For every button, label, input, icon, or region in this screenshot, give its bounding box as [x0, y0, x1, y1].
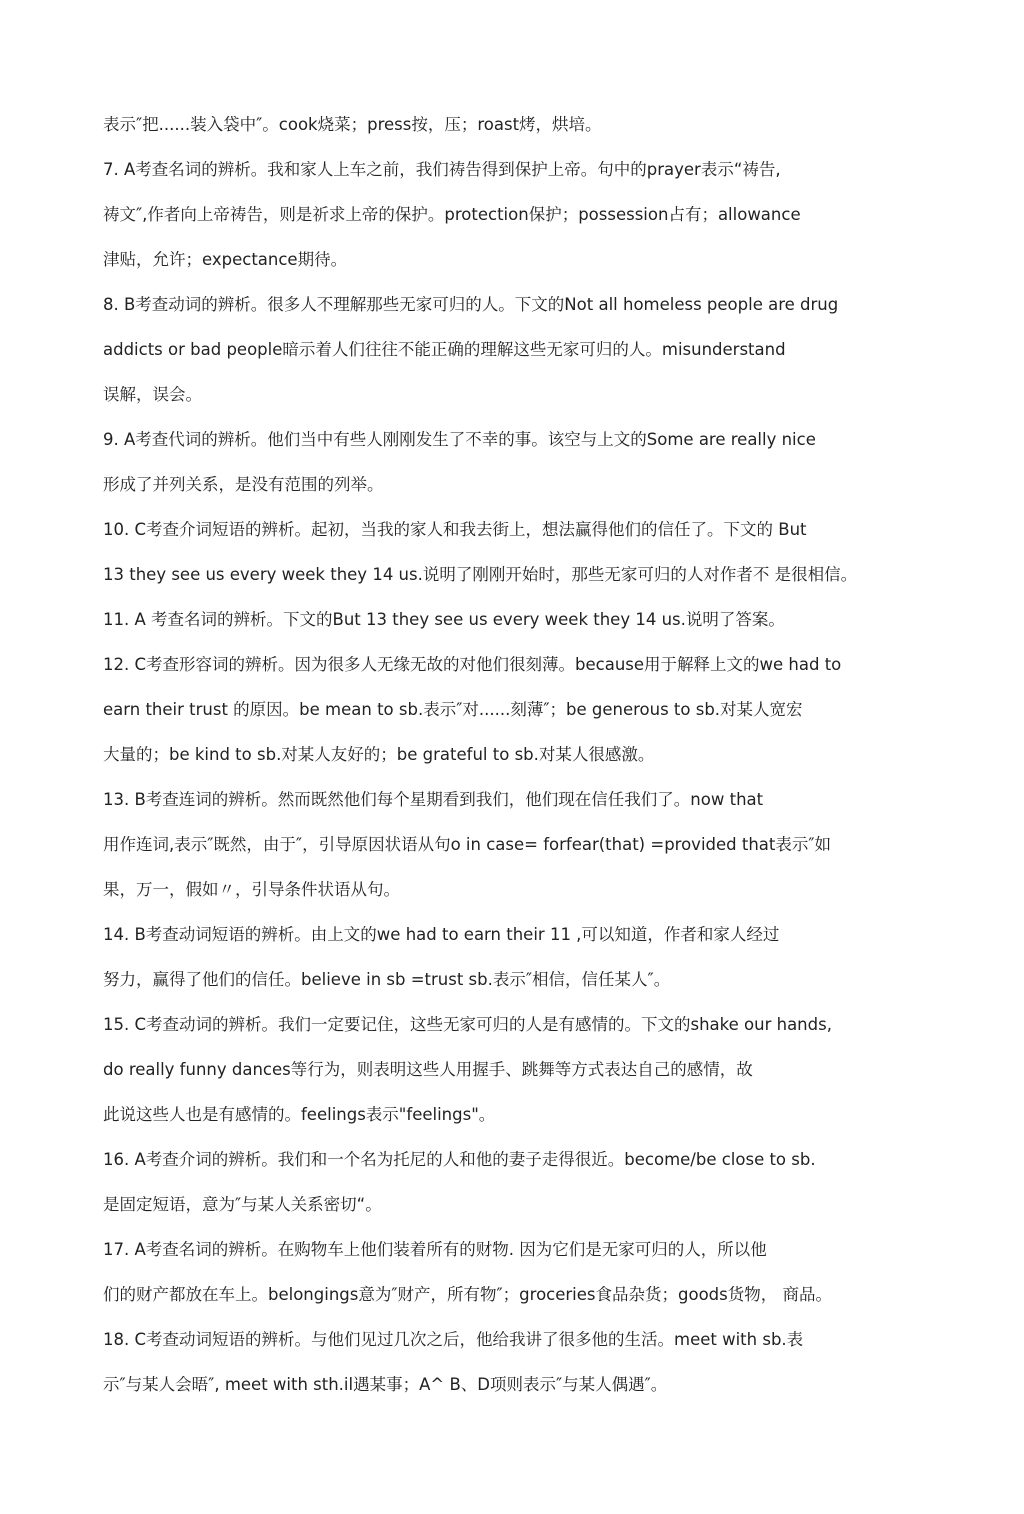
text-line: 形成了并列关系，是没有范围的列举。	[103, 475, 384, 494]
text-line: 是固定短语，意为″与某人关系密切“。	[103, 1195, 382, 1214]
text-line: addicts or bad people暗示着人们往往不能正确的理解这些无家可归的人。misunderstand	[103, 340, 786, 359]
text-line: 果，万一，假如〃，引导条件状语从句。	[103, 880, 400, 899]
text-line: 13 they see us every week they 14 us.说明了刚刚开始时，那些无家可归的人对作者不 是很相信。	[103, 565, 858, 584]
text-line: 津贴，允许；expectance期待。	[103, 250, 348, 269]
text-line: 8. B考查动词的辨析。很多人不理解那些无家可归的人。下文的Not all homeless people are drug	[103, 295, 839, 314]
text-line: 15. C考查动词的辨析。我们一定要记住，这些无家可归的人是有感情的。下文的shake our hands,	[103, 1015, 832, 1034]
text-line: 17. A考查名词的辨析。在购物车上他们装着所有的财物. 因为它们是无家可归的人，所以他	[103, 1240, 767, 1259]
text-line: 祷文″,作者向上帝祷告，则是祈求上帝的保护。protection保护；possession占有；allowance	[103, 205, 801, 224]
text-line: 此说这些人也是有感情的。feelings表示"feelings"。	[103, 1105, 496, 1124]
answer-explanations	[103, 102, 922, 1407]
text-line: 用作连词,表示″既然，由于″，引导原因状语从句o in case= forfear(that) =provided that表示″如	[103, 835, 832, 854]
text-line: 14. B考查动词短语的辨析。由上文的we had to earn their 11 ,可以知道，作者和家人经过	[103, 925, 780, 944]
text-line: 10. C考查介词短语的辨析。起初，当我的家人和我去街上，想法赢得他们的信任了。下文的 But	[103, 520, 807, 539]
text-line: 误解，误会。	[103, 385, 202, 404]
text-line: 13. B考查连词的辨析。然而既然他们每个星期看到我们，他们现在信任我们了。now that	[103, 790, 764, 809]
text-line: 大量的；be kind to sb.对某人友好的；be grateful to sb.对某人很感激。	[103, 745, 655, 764]
text-line: 努力，赢得了他们的信任。believe in sb =trust sb.表示″相信，信任某人″。	[103, 970, 671, 989]
document-page	[103, 102, 922, 1407]
text-line: 11. A 考查名词的辨析。下文的But 13 they see us every week they 14 us.说明了答案。	[103, 610, 785, 629]
text-line: 示″与某人会晤″, meet with sth.il遇某事；A^ B、D项则表示″与某人偶遇″。	[103, 1375, 668, 1394]
text-line: 表示″把......装入袋中″。cook烧菜；press按，压；roast烤，烘培。	[103, 115, 602, 134]
text-line: 7. A考查名词的辨析。我和家人上车之前，我们祷告得到保护上帝。句中的prayer表示“祷告,	[103, 160, 781, 179]
text-line: 16. A考查介词的辨析。我们和一个名为托尼的人和他的妻子走得很近。become/be close to sb.	[103, 1150, 816, 1169]
text-line: 12. C考查形容词的辨析。因为很多人无缘无故的对他们很刻薄。because用于解释上文的we had to	[103, 655, 842, 674]
text-line: earn their trust 的原因。be mean to sb.表示″对......刻薄″；be generous to sb.对某人宽宏	[103, 700, 803, 719]
text-line: 们的财产都放在车上。belongings意为″财产，所有物″；groceries食品杂货；goods货物， 商品。	[103, 1285, 832, 1304]
text-line: 18. C考查动词短语的辨析。与他们见过几次之后，他给我讲了很多他的生活。meet with sb.表	[103, 1330, 804, 1349]
text-line: do really funny dances等行为，则表明这些人用握手、跳舞等方式表达自己的感情，故	[103, 1060, 753, 1079]
text-line: 9. A考查代词的辨析。他们当中有些人刚刚发生了不幸的事。该空与上文的Some are really nice	[103, 430, 816, 449]
